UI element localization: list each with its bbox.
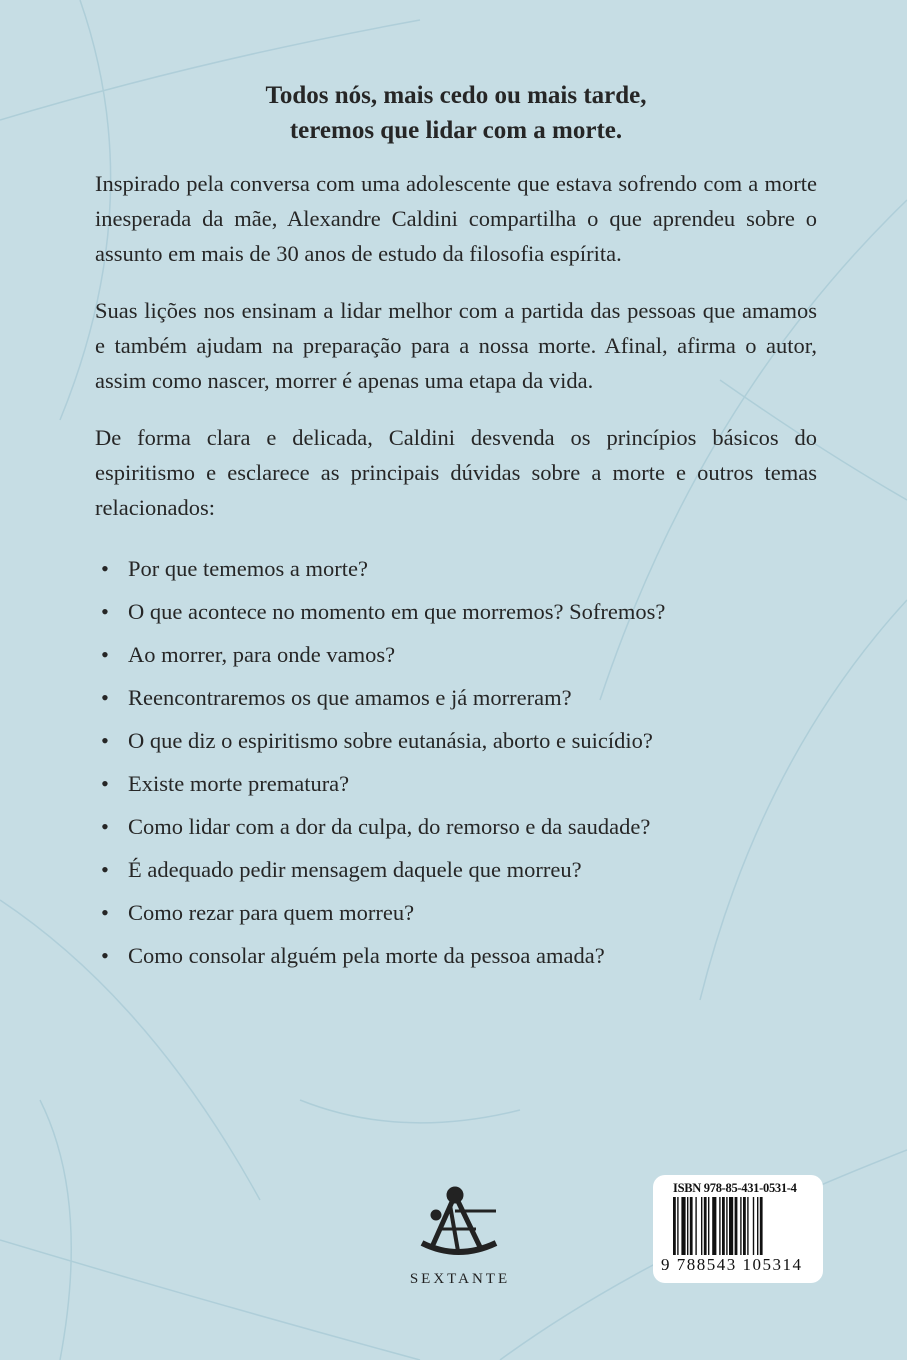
headline-line: Todos nós, mais cedo ou mais tarde,	[265, 82, 647, 109]
bullet-icon: •	[101, 771, 109, 796]
question-text: Existe morte prematura?	[128, 771, 350, 796]
headline	[95, 78, 817, 148]
barcode-bar	[747, 1197, 748, 1255]
paragraph: Inspirado pela conversa com uma adolescente que estava sofrendo com a morte inesperada da mãe, Alexandre Caldini compartilha o que aprendeu sobre o assunto em mais de 30 anos de estudo da filosofia espírita.	[95, 171, 817, 266]
list-item	[95, 590, 817, 633]
barcode-bar	[712, 1197, 716, 1255]
barcode-bar	[722, 1197, 725, 1255]
list-item	[95, 762, 817, 805]
paragraph: De forma clara e delicada, Caldini desvenda os princípios básicos do espiritismo e esclarece as principais dúvidas sobre a morte e outros temas relacionados:	[95, 425, 817, 520]
isbn-label: ISBN 978-85-431-0531-4	[673, 1181, 797, 1195]
question-text: Reencontraremos os que amamos e já morreram?	[128, 685, 572, 710]
sextant-icon	[420, 1185, 500, 1260]
list-item	[95, 633, 817, 676]
barcode-bars	[673, 1197, 813, 1259]
bullet-icon: •	[101, 685, 109, 710]
barcode-bar	[701, 1197, 702, 1255]
barcode-bar	[677, 1197, 678, 1255]
barcode-bar	[708, 1197, 709, 1255]
question-text: Ao morrer, para onde vamos?	[128, 642, 396, 667]
publisher-logo	[400, 1185, 520, 1288]
barcode-bar	[690, 1197, 693, 1255]
question-text: O que acontece no momento em que morremos? Sofremos?	[128, 599, 666, 624]
barcode-bar	[743, 1197, 746, 1255]
headline-line: teremos que lidar com a morte.	[289, 117, 623, 144]
barcode-bar	[740, 1197, 741, 1255]
barcode-bar	[729, 1197, 733, 1255]
barcode-bar	[681, 1197, 685, 1255]
list-item	[95, 848, 817, 891]
barcode-bar	[687, 1197, 688, 1255]
barcode-bar	[719, 1197, 720, 1255]
list-item	[95, 719, 817, 762]
bullet-icon: •	[101, 642, 109, 667]
publisher-name: SEXTANTE	[409, 1271, 511, 1287]
bullet-icon: •	[101, 857, 109, 882]
barcode-bar	[704, 1197, 707, 1255]
bullet-icon: •	[101, 556, 109, 581]
isbn-barcode	[653, 1175, 823, 1283]
bullet-icon: •	[101, 728, 109, 753]
bullet-icon: •	[101, 599, 109, 624]
barcode-bar	[726, 1197, 727, 1255]
question-text: É adequado pedir mensagem daquele que morreu?	[128, 857, 582, 882]
barcode-bar	[735, 1197, 738, 1255]
list-item	[95, 547, 817, 590]
barcode-digits: 9 788543 105314	[661, 1255, 803, 1274]
question-text: Como consolar alguém pela morte da pessoa amada?	[128, 943, 605, 968]
barcode-bar	[673, 1197, 676, 1255]
list-item	[95, 934, 817, 977]
back-cover-text	[95, 78, 817, 977]
bullet-icon: •	[101, 900, 109, 925]
barcode-bar	[695, 1197, 696, 1255]
list-item	[95, 891, 817, 934]
bullet-icon: •	[101, 943, 109, 968]
question-text: Como lidar com a dor da culpa, do remorso e da saudade?	[128, 814, 651, 839]
question-list	[95, 547, 817, 977]
list-item	[95, 805, 817, 848]
paragraph: Suas lições nos ensinam a lidar melhor com a partida das pessoas que amamos e também ajudam na preparação para a nossa morte. Afinal, afirma o autor, assim como nascer, morrer é apenas uma etapa da vida.	[95, 298, 817, 393]
question-text: Por que tememos a morte?	[128, 556, 368, 581]
barcode-bar	[753, 1197, 754, 1255]
list-item	[95, 676, 817, 719]
barcode-bar	[757, 1197, 758, 1255]
question-text: Como rezar para quem morreu?	[128, 900, 415, 925]
question-text: O que diz o espiritismo sobre eutanásia, aborto e suicídio?	[128, 728, 653, 753]
bullet-icon: •	[101, 814, 109, 839]
barcode-bar	[760, 1197, 763, 1255]
